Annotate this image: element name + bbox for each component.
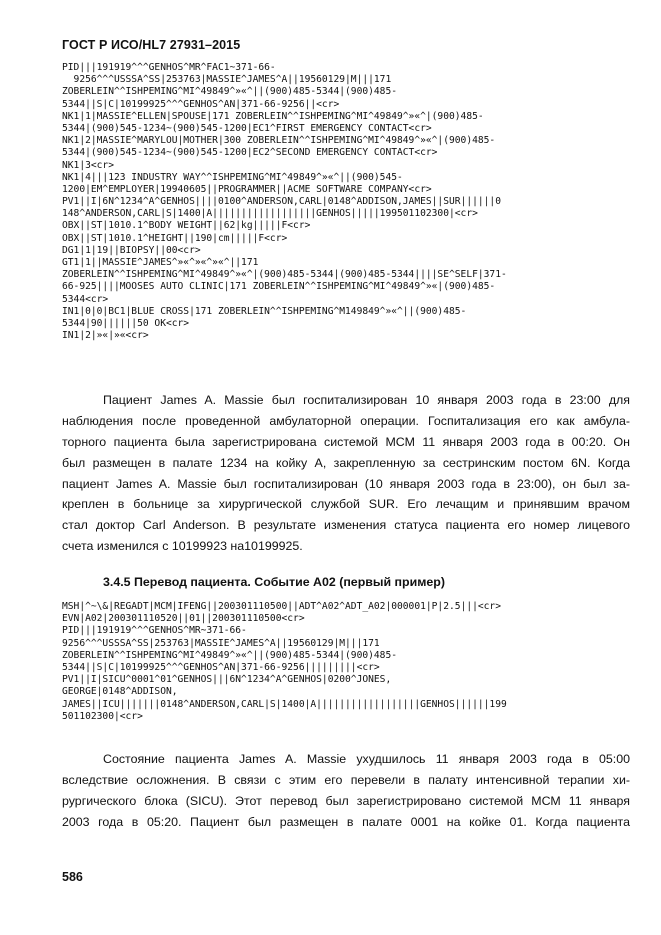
code-line: NK1|4|||123 INDUSTRY WAY^^ISHPEMING^MI^49849^»«^||(900)545- <box>62 171 403 183</box>
code-line: 5344||S|C|10199925^^^GENHOS^AN|371-66-9256||<cr> <box>62 98 340 110</box>
text-line: счета изменился с 10199923 на10199925. <box>62 539 303 554</box>
code-line: MSH|^~\&|REGADT|MCM|IFENG||200301110500||ADT^A02^ADT_A02|000001|P|2.5|||<cr> <box>62 601 501 612</box>
code-line: 9256^^^USSSA^SS|253763|MASSIE^JAMES^A||19560129|M|||171 <box>62 637 380 649</box>
section-heading: 3.4.5 Перевод пациента. Событие А02 (первый пример) <box>103 575 445 589</box>
code-line: PV1||I|SICU^0001^01^GENHOS|||6N^1234^A^GENHOS|0200^JONES, <box>62 674 392 686</box>
code-line: ZOBERLEIN^^ISHPEMING^MI^49849^»«^||(900)485-5344|(900)485- <box>62 86 398 98</box>
hl7-message-block-1 <box>62 62 642 342</box>
code-line: 5344|(900)545-1234~(900)545-1200|EC1^FIRST EMERGENCY CONTACT<cr> <box>62 122 432 134</box>
text-line: стал доктор Carl Anderson. В результате изменения статуса пациента его номер лицевого <box>62 518 630 533</box>
code-line: 9256^^^USSSA^SS|253763|MASSIE^JAMES^A||19560129|M|||171 <box>62 74 392 86</box>
text-line: Состояние пациента James A. Massie ухудшилось 11 января 2003 года в 05:00 <box>103 752 630 766</box>
code-line: PID|||191919^^^GENHOS^MR~371-66- <box>62 625 247 637</box>
code-line: ZOBERLEIN^^ISHPEMING^MI^49849^»«^|(900)485-5344|(900)485-5344||||SE^SELF|371- <box>62 269 507 281</box>
code-line: NK1|3<cr> <box>62 159 114 171</box>
text-line: торного пациента была зарегистрирована системой МСМ 11 января 2003 года в 00:20. Он <box>62 434 630 449</box>
text-line: креплен в больнице за хирургической службой SUR. Его лечащим и принявшим врачом <box>62 497 630 512</box>
text-line: рургического блока (SICU). Этот перевод был зарегистрировано системой МСМ 11 января <box>62 793 630 808</box>
code-line: JAMES||ICU|||||||0148^ANDERSON,CARL|S|1400|A||||||||||||||||||GENHOS||||||199 <box>62 698 507 710</box>
document-header: ГОСТ Р ИСО/HL7 27931–2015 <box>62 38 241 52</box>
code-line: 1200|EM^EMPLOYER|19940605||PROGRAMMER||ACME SOFTWARE COMPANY<cr> <box>62 183 432 195</box>
code-line: NK1|1|MASSIE^ELLEN|SPOUSE|171 ZOBERLEIN^^ISHPEMING^MI^49849^»«^|(900)485- <box>62 110 484 122</box>
code-line: IN1|2|»«|»«<cr> <box>62 330 149 342</box>
text-line: был размещен в палате 1234 на койку А, закрепленную за сестринским постом 6N. Когда <box>62 455 630 470</box>
code-line: 148^ANDERSON,CARL|S|1400|A||||||||||||||||||GENHOS|||||199501102300|<cr> <box>62 208 478 220</box>
code-line: DG1|1|19||BIOPSY||00<cr> <box>62 244 201 256</box>
code-line: 5344|90||||||50 OK<cr> <box>62 317 190 329</box>
code-line: 5344|(900)545-1234~(900)545-1200|EC2^SECOND EMERGENCY CONTACT<cr> <box>62 147 438 159</box>
code-line: OBX||ST|1010.1^BODY WEIGHT||62|kg|||||F<cr> <box>62 220 311 232</box>
code-line: GT1|1||MASSIE^JAMES^»«^»«^»«^||171 <box>62 257 259 268</box>
page-number: 586 <box>62 870 83 884</box>
code-line: IN1|0|0|BC1|BLUE CROSS|171 ZOBERLEIN^^ISHPEMING^M149849^»«^||(900)485- <box>62 305 467 317</box>
text-line: Пациент James A. Massie был госпитализирован 10 января 2003 года в 23:00 для <box>103 393 630 407</box>
code-line: 5344<cr> <box>62 293 109 305</box>
text-line: пациент James A. Massie был госпитализирован (10 января 2003 года в 23:00), он был за- <box>62 476 630 491</box>
text-line: 2003 года в 05:20. Пациент был размещен в палате 0001 на койке 01. Когда пациента <box>62 814 630 829</box>
paragraph-2 <box>62 749 630 833</box>
code-line: PV1||I|6N^1234^A^GENHOS||||0100^ANDERSON,CARL|0148^ADDISON,JAMES||SUR||||||0 <box>62 196 501 208</box>
code-line: EVN|A02|200301110520||01||200301110500<cr> <box>62 613 305 625</box>
code-line: 501102300|<cr> <box>62 710 143 722</box>
code-line: 66-925||||MOOSES AUTO CLINIC|171 ZOBERLEIN^^ISHPEMING^MI^49849^»«|(900)485- <box>62 281 496 293</box>
code-line: NK1|2|MASSIE^MARYLOU|MOTHER|300 ZOBERLEIN^^ISHPEMING^MI^49849^»«^|(900)485- <box>62 135 496 147</box>
code-line: OBX||ST|1010.1^HEIGHT||190|cm|||||F<cr> <box>62 232 288 244</box>
text-line: вследствие осложнения. В связи с этим его перевели в палату интенсивной терапии хи- <box>62 772 630 787</box>
text-line: наблюдения после проведенной амбулаторной операции. Госпитализация его как амбула- <box>62 413 630 428</box>
hl7-message-block-2 <box>62 601 642 723</box>
code-line: 5344||S|C|10199925^^^GENHOS^AN|371-66-9256|||||||||<cr> <box>62 661 380 673</box>
code-line: PID|||191919^^^GENHOS^MR^FAC1~371-66- <box>62 62 276 73</box>
code-line: ZOBERLEIN^^ISHPEMING^MI^49849^»«^||(900)485-5344|(900)485- <box>62 649 398 661</box>
code-line: GEORGE|0148^ADDISON, <box>62 686 178 698</box>
paragraph-1 <box>62 390 630 557</box>
